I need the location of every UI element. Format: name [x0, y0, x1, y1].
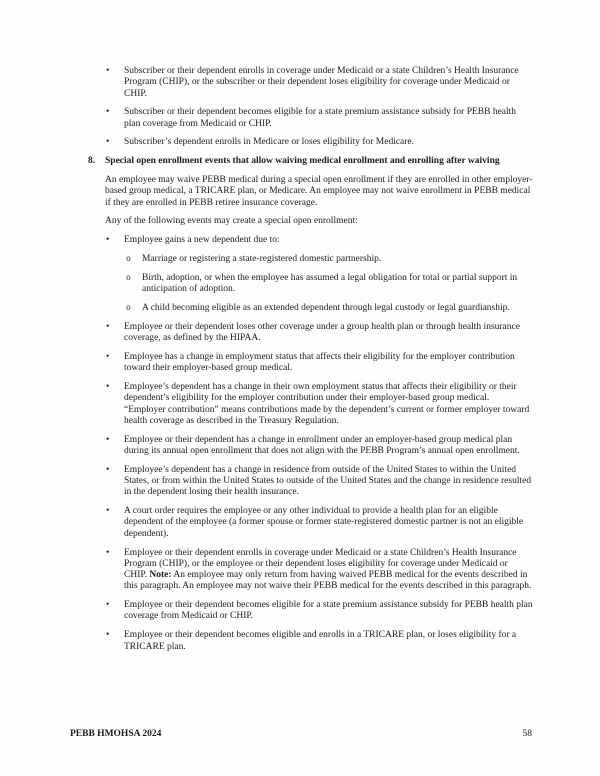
bullet-icon: • [106, 137, 110, 148]
sub-list-item-text: A child becoming eligible as an extended dependent through legal custody or legal guardianship. [142, 302, 510, 313]
bullet-icon: • [106, 351, 110, 362]
list-item-text [124, 548, 533, 593]
bullet-icon: • [106, 506, 110, 517]
list-item [106, 322, 533, 345]
note-label: Note: [149, 570, 172, 581]
list-item-text: Subscriber or their dependent enrolls in coverage under Medicaid or a state Children’s Health Insurance Program (CHIP), or the subscriber or their dependent loses eligibility for coverage under Medicaid or CHIP. [124, 66, 519, 99]
list-item-text: Employee or their dependent loses other coverage under a group health plan or through health insurance coverage, as defined by the HIPAA. [124, 321, 520, 344]
note-pre-text: Employee or their dependent enrolls in coverage under Medicaid or a state Children’s Health Insurance Program (CHIP), or the employee or their dependent loses eligibility for coverage under Medicaid or CHIP. [124, 547, 517, 581]
list-item-text: Employee gains a new dependent due to: [124, 235, 280, 246]
sub-list-item-text: Birth, adoption, or when the employee has assumed a legal obligation for total or partial support in anticipation of adoption. [142, 272, 518, 295]
list-item [106, 66, 533, 100]
sub-list-item [126, 303, 533, 314]
list-item [106, 548, 533, 593]
bullet-icon: • [106, 630, 110, 641]
bullet-icon: • [106, 547, 110, 558]
section-heading-text: Special open enrollment events that allow waiving medical enrollment and enrolling after waiving [105, 156, 500, 167]
list-item [106, 107, 533, 130]
bullet-icon: • [106, 107, 110, 118]
bullet-icon: • [106, 464, 110, 475]
section-heading [88, 156, 533, 167]
page-footer [70, 729, 532, 740]
list-item-text: Subscriber’s dependent enrolls in Medicare or loses eligibility for Medicare. [124, 137, 415, 148]
list-item [106, 506, 533, 540]
paragraph: An employee may waive PEBB medical during a special open enrollment if they are enrolled in other employer-based group medical, a TRICARE plan, or Medicare. An employee may not waive enrollment in PEBB medical if they are enrolled in PEBB retiree insurance coverage. [105, 175, 533, 208]
list-item-text: Employee or their dependent has a change in enrollment under an employer-based group medical plan during its annual open enrollment that does not align with the PEBB Program’s annual open enrollment. [124, 434, 520, 456]
list-item-text: Employee’s dependent has a change in residence from outside of the United States to within the United States, or from within the United States to outside of the United States and the change in residence resulted in the dependent losing their health insurance. [124, 464, 532, 498]
footer-page-number: 58 [522, 729, 532, 739]
bullet-icon: • [106, 321, 110, 332]
circle-bullet-icon: o [126, 255, 131, 265]
bullet-icon: • [106, 66, 110, 76]
list-item-text: Subscriber or their dependent becomes eligible for a state premium assistance subsidy for PEBB health plan coverage from Medicaid or CHIP. [124, 107, 517, 129]
list-item [106, 235, 533, 246]
list-item-text: Employee’s dependent has a change in their own employment status that affects their eligibility or their dependent’s eligibility for the employer contribution under their employer-based group medical. “Employer contribution” means contributions made by the dependent’s current or former employer toward health coverage as described in the Treasury Regulation. [124, 381, 530, 426]
list-item-text: Employee or their dependent becomes eligible and enrolls in a TRICARE plan, or loses eligibility for a TRICARE plan. [124, 630, 517, 652]
bullet-icon: • [106, 381, 110, 392]
list-item [106, 465, 533, 499]
bullet-icon: • [106, 600, 110, 611]
section-number: 8. [88, 156, 96, 167]
note-post-text: An employee may only return from having waived PEBB medical for the events described in this paragraph. An employee may not waive their PEBB medical for the events described in this paragraph. [124, 570, 532, 592]
list-item-text: A court order requires the employee or any other individual to provide a health plan for an eligible dependent of the employee (a former spouse or former state-registered domestic partner is not an eligible dependent). [124, 506, 524, 539]
list-item-text: Employee has a change in employment status that affects their eligibility for the employer contribution toward their employer-based group medical. [124, 351, 515, 374]
sub-list-item [126, 273, 533, 296]
circle-bullet-icon: o [126, 273, 131, 283]
list-item [106, 600, 533, 623]
page-content [70, 66, 533, 660]
bullet-icon: • [106, 235, 110, 246]
sub-list-item-text: Marriage or registering a state-registered domestic partnership. [142, 254, 382, 265]
paragraph: Any of the following events may create a special open enrollment: [105, 216, 358, 227]
sub-list-item [126, 254, 533, 265]
bullet-icon: • [106, 434, 110, 445]
list-item [106, 137, 533, 148]
list-item [106, 382, 533, 427]
list-item [106, 435, 533, 458]
list-item [106, 630, 533, 653]
circle-bullet-icon: o [126, 303, 131, 313]
list-item-text: Employee or their dependent becomes eligible for a state premium assistance subsidy for PEBB health plan coverage from Medicaid or CHIP. [124, 600, 533, 622]
footer-doc-title: PEBB HMOHSA 2024 [70, 729, 162, 739]
list-item [106, 352, 533, 375]
